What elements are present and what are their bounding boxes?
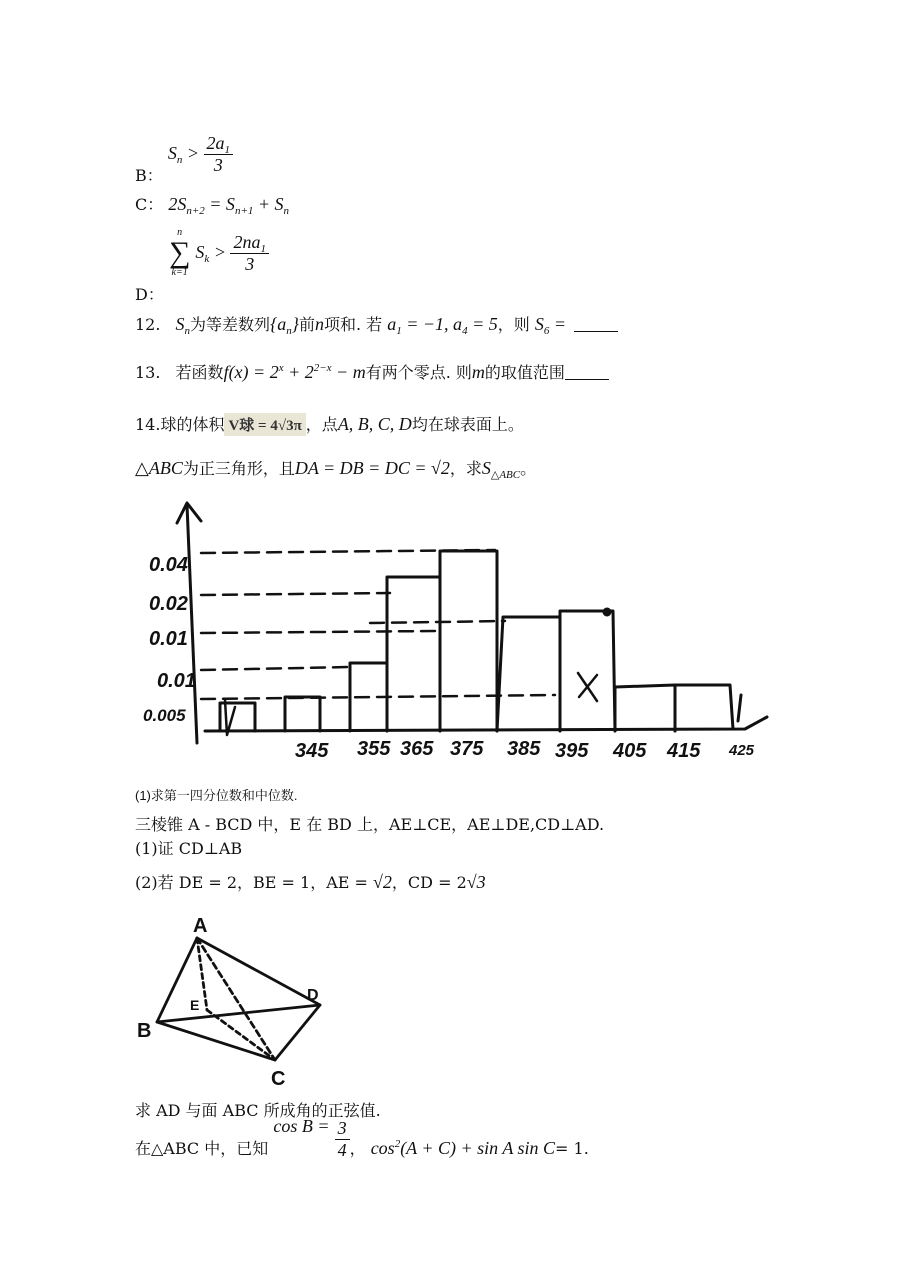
pyramid-sketch [135, 910, 335, 1090]
pyramid-part2-a: (2)若 DE = 2，BE = 1，AE = [135, 873, 374, 892]
triangle-text-b: ， [349, 1139, 366, 1158]
q14-text-b: 均在球表面上。 [411, 415, 524, 434]
question-14: 14.球的体积 V球 = 4√3π ，点A, B, C, D均在球表面上。 [135, 414, 524, 434]
option-d-fraction: $\frac{2na_1}{3}$ [230, 232, 269, 275]
y-tick-4: 0.01 [157, 670, 196, 692]
vertex-C: C [271, 1068, 286, 1090]
question-14-line2: △ABC为正三角形，且DA = DB = DC = √2，求$S_{\triangle ABC}$。 [135, 458, 537, 481]
edge-BD [157, 1005, 320, 1022]
option-b-formula: $S_n$ > [167, 143, 204, 166]
bar-9 [675, 685, 733, 731]
bar-6 [497, 617, 560, 731]
q12-text-d: ，则 [497, 315, 530, 334]
triangle-text-c: = 1. [555, 1139, 589, 1158]
x-tick-2: 355 [357, 738, 391, 760]
vertex-A: A [193, 915, 208, 937]
y-tick-3: 0.01 [149, 628, 188, 650]
bar-2 [285, 697, 320, 731]
dash-0012 [201, 631, 435, 633]
option-b-label: B： [135, 166, 163, 185]
q12-number: 12. [135, 315, 161, 334]
option-b [135, 133, 233, 185]
y-tick-1: 0.04 [149, 554, 188, 576]
option-c-label: C： [135, 195, 164, 214]
edge-BC [157, 1022, 275, 1060]
dash-002 [201, 593, 390, 595]
q13-number: 13. [135, 363, 161, 382]
dash-0012b [370, 621, 505, 623]
q14-prefix: 14.球的体积 [135, 415, 225, 434]
x-tick-4: 375 [450, 738, 484, 760]
option-c-formula: $2S_{n+2} = S_{n+1} + S_n$ [168, 194, 290, 217]
x-tick-6: 395 [555, 740, 589, 762]
option-d [135, 227, 269, 304]
option-c [135, 192, 289, 215]
vertex-B: B [137, 1020, 152, 1042]
q13-text-a: 若函数 [175, 363, 224, 382]
x-tick-1: 345 [295, 740, 329, 762]
q13-answer-blank [565, 379, 609, 380]
q14-line2-a: 为正三角形，且 [182, 459, 295, 478]
pyramid-part1: (1)证 CD⊥AB [135, 839, 243, 858]
option-d-formula: $S_k$ > [195, 241, 231, 265]
q14-text-a: ，点 [305, 415, 338, 434]
quartile-question: (1)求第一四分位数和中位数. [135, 788, 298, 803]
question-12: 12. $S_n$为等差数列$\{a_n\}$前n项和. 若 $a_1 = -1$, $a_4 = 5$，则 $S_6$ = [135, 312, 618, 335]
edge-AC [197, 938, 275, 1060]
dash-0005 [201, 695, 555, 699]
x-mark [578, 673, 597, 701]
cos-b-fraction: $\frac{3}{4}$ [335, 1118, 350, 1161]
x-tick-3: 365 [400, 738, 434, 760]
x-tick-9: 425 [729, 742, 755, 759]
bar-4 [387, 577, 440, 731]
sum-symbol: n ∑ k=1 [168, 227, 191, 278]
triangle-problem: 在△ABC 中，已知 cos B = $\frac{3}{4}$ ， $\cos^2(A + C) + \sin A$ sin C= 1. [135, 1116, 589, 1160]
q14-line2-b: ，求 [449, 459, 482, 478]
dash-001 [201, 667, 350, 670]
y-tick-5: 0.005 [143, 706, 186, 725]
bar-10 [738, 695, 741, 721]
question-13: 13. 若函数$f(x) = 2^x + 2^{2-x} - m$有两个零点. 则m的取值范围 [135, 360, 609, 383]
y-tick-2: 0.02 [149, 593, 188, 615]
bar-5 [440, 551, 497, 731]
x-tick-8: 415 [667, 740, 701, 762]
option-d-label: D： [135, 284, 164, 304]
histogram-sketch [135, 495, 785, 770]
q13-text-b: 有两个零点. 则 [365, 363, 472, 382]
pyramid-intro: 三棱锥 A - BCD 中，E 在 BD 上，AE⊥CE，AE⊥DE,CD⊥AD. [135, 815, 605, 834]
bar-7 [560, 611, 615, 731]
edge-CD [275, 1005, 320, 1060]
bar-8 [615, 685, 675, 731]
q12-text-b: 前 [298, 315, 315, 334]
q12-answer-blank [574, 331, 618, 332]
option-b-fraction: $\frac{2a_1}{3}$ [204, 133, 234, 176]
vertex-E: E [190, 997, 200, 1013]
x-tick-7: 405 [613, 740, 647, 762]
y-axis [187, 505, 197, 743]
q12-text-a: 为等差数列 [190, 315, 271, 334]
q12-text-c: 项和. 若 [323, 315, 383, 334]
edge-AD [197, 938, 320, 1005]
x-tick-5: 385 [507, 738, 541, 760]
q13-text-c: 的取值范围 [484, 363, 565, 382]
x-axis [205, 717, 767, 731]
vertex-D: D [307, 987, 319, 1004]
edge-EC [207, 1010, 275, 1060]
volume-stamp: V球 = 4√3π [224, 413, 305, 436]
pyramid-part2: (2)若 DE = 2，BE = 1，AE = √2，CD = 2√3 [135, 872, 486, 892]
pyramid-question: 求 AD 与面 ABC 所成角的正弦值. [135, 1101, 381, 1120]
triangle-text-a: 在△ABC 中，已知 [135, 1139, 269, 1158]
pyramid-part2-b: ，CD = 2 [391, 873, 467, 892]
